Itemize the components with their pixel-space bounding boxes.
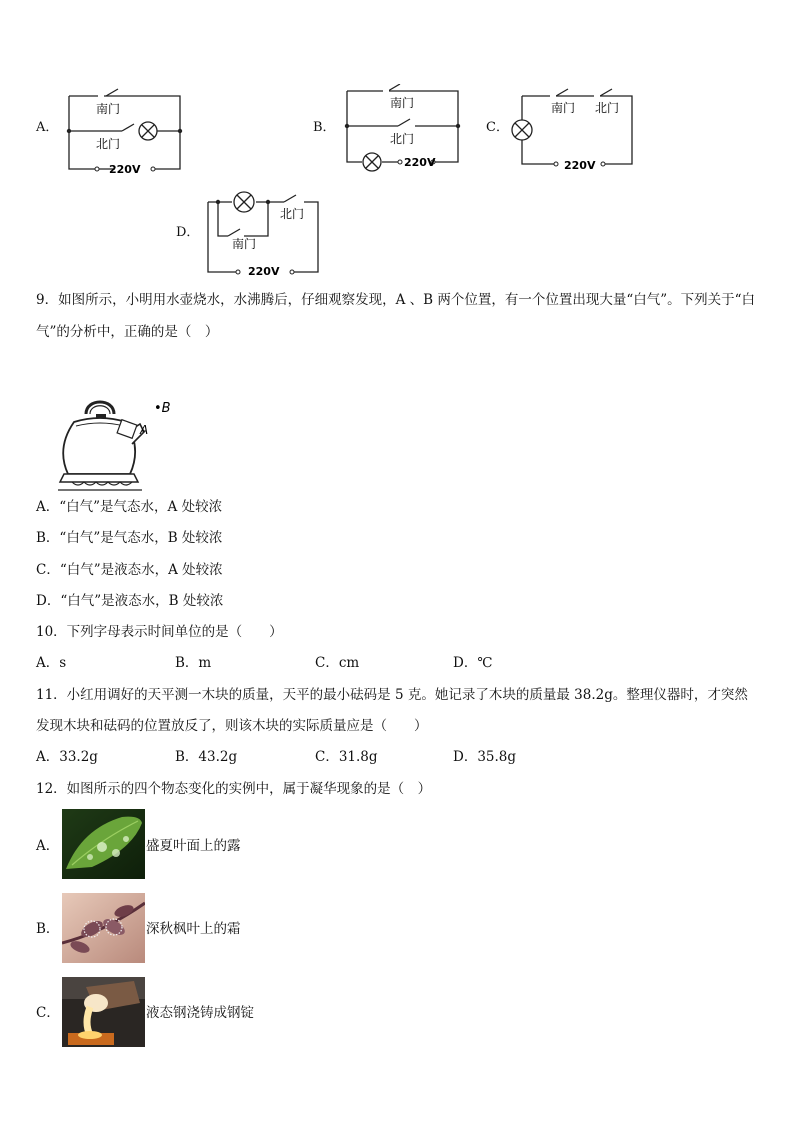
kettle-label-a: A <box>140 423 149 437</box>
dew-leaf-photo <box>62 809 145 879</box>
q12-option-b-letter[interactable]: B． <box>36 921 60 937</box>
q8-option-b-letter: B． <box>313 120 336 135</box>
kettle-figure <box>50 392 192 494</box>
q9-option-c[interactable]: C．“白气”是液态水，A 处较浓 <box>36 562 223 578</box>
q12-stem: 12．如图所示的四个物态变化的实例中，属于凝华现象的是（ ） <box>36 781 432 797</box>
q8-a-north-label: 北门 <box>96 137 121 151</box>
q11-option-d[interactable]: D．35.8g <box>453 749 517 765</box>
q12-option-a-letter[interactable]: A． <box>36 838 60 854</box>
q8-option-c-letter: C． <box>486 120 509 135</box>
molten-steel-photo <box>62 977 145 1047</box>
q8-circuit-d <box>198 184 328 280</box>
q8-circuit-c <box>508 84 638 176</box>
q8-a-voltage: 220V <box>109 163 141 176</box>
q8-d-north-label: 北门 <box>280 207 305 221</box>
q8-circuit-a <box>60 84 186 176</box>
q8-c-south-label: 南门 <box>551 101 576 115</box>
q11-option-c[interactable]: C．31.8g <box>315 749 378 765</box>
q10-option-a[interactable]: A．s <box>36 655 67 671</box>
q12-option-b-text[interactable]: 深秋枫叶上的霜 <box>146 921 241 937</box>
q11-stem-line1: 11．小红用调好的天平测一木块的质量，天平的最小砝码是 5 克。她记录了木块的质量最 38.2g。整理仪器时，才突然 <box>36 687 748 703</box>
q8-a-south-label: 南门 <box>96 102 121 116</box>
q9-stem-line2: 气”的分析中，正确的是（ ） <box>36 324 219 340</box>
q8-circuit-b <box>338 84 464 176</box>
q10-option-d[interactable]: D．℃ <box>453 655 493 671</box>
q10-option-c[interactable]: C．cm <box>315 655 360 671</box>
q8-c-voltage: 220V <box>564 159 596 172</box>
q12-option-c-letter[interactable]: C． <box>36 1005 60 1021</box>
q12-option-c-text[interactable]: 液态钢浇铸成钢锭 <box>146 1005 254 1021</box>
frost-leaf-photo <box>62 893 145 963</box>
q10-stem: 10．下列字母表示时间单位的是（ ） <box>36 624 283 640</box>
q11-option-a[interactable]: A．33.2g <box>36 749 98 765</box>
q9-stem-line1: 9．如图所示，小明用水壶烧水，水沸腾后，仔细观察发现，A 、B 两个位置，有一个位置出现大量“白气”。下列关于“白 <box>36 292 756 308</box>
q11-stem-line2: 发现木块和砝码的位置放反了，则该木块的实际质量应是（ ） <box>36 718 428 734</box>
q9-option-b[interactable]: B．“白气”是气态水，B 处较浓 <box>36 530 223 546</box>
q12-option-a-text[interactable]: 盛夏叶面上的露 <box>146 838 241 854</box>
q8-b-voltage: 220V <box>404 156 436 169</box>
q8-d-south-label: 南门 <box>232 237 257 251</box>
q8-option-d-letter: D． <box>176 225 200 240</box>
q8-option-a-letter: A． <box>36 120 59 135</box>
q8-b-north-label: 北门 <box>390 132 415 146</box>
kettle-label-b: •B <box>154 401 171 416</box>
q10-option-b[interactable]: B．m <box>175 655 212 671</box>
q8-d-voltage: 220V <box>248 265 280 278</box>
q9-option-a[interactable]: A．“白气”是气态水，A 处较浓 <box>36 499 223 515</box>
q11-option-b[interactable]: B．43.2g <box>175 749 238 765</box>
q8-c-north-label: 北门 <box>595 101 620 115</box>
q8-b-south-label: 南门 <box>390 96 415 110</box>
q9-option-d[interactable]: D．“白气”是液态水，B 处较浓 <box>36 593 224 609</box>
